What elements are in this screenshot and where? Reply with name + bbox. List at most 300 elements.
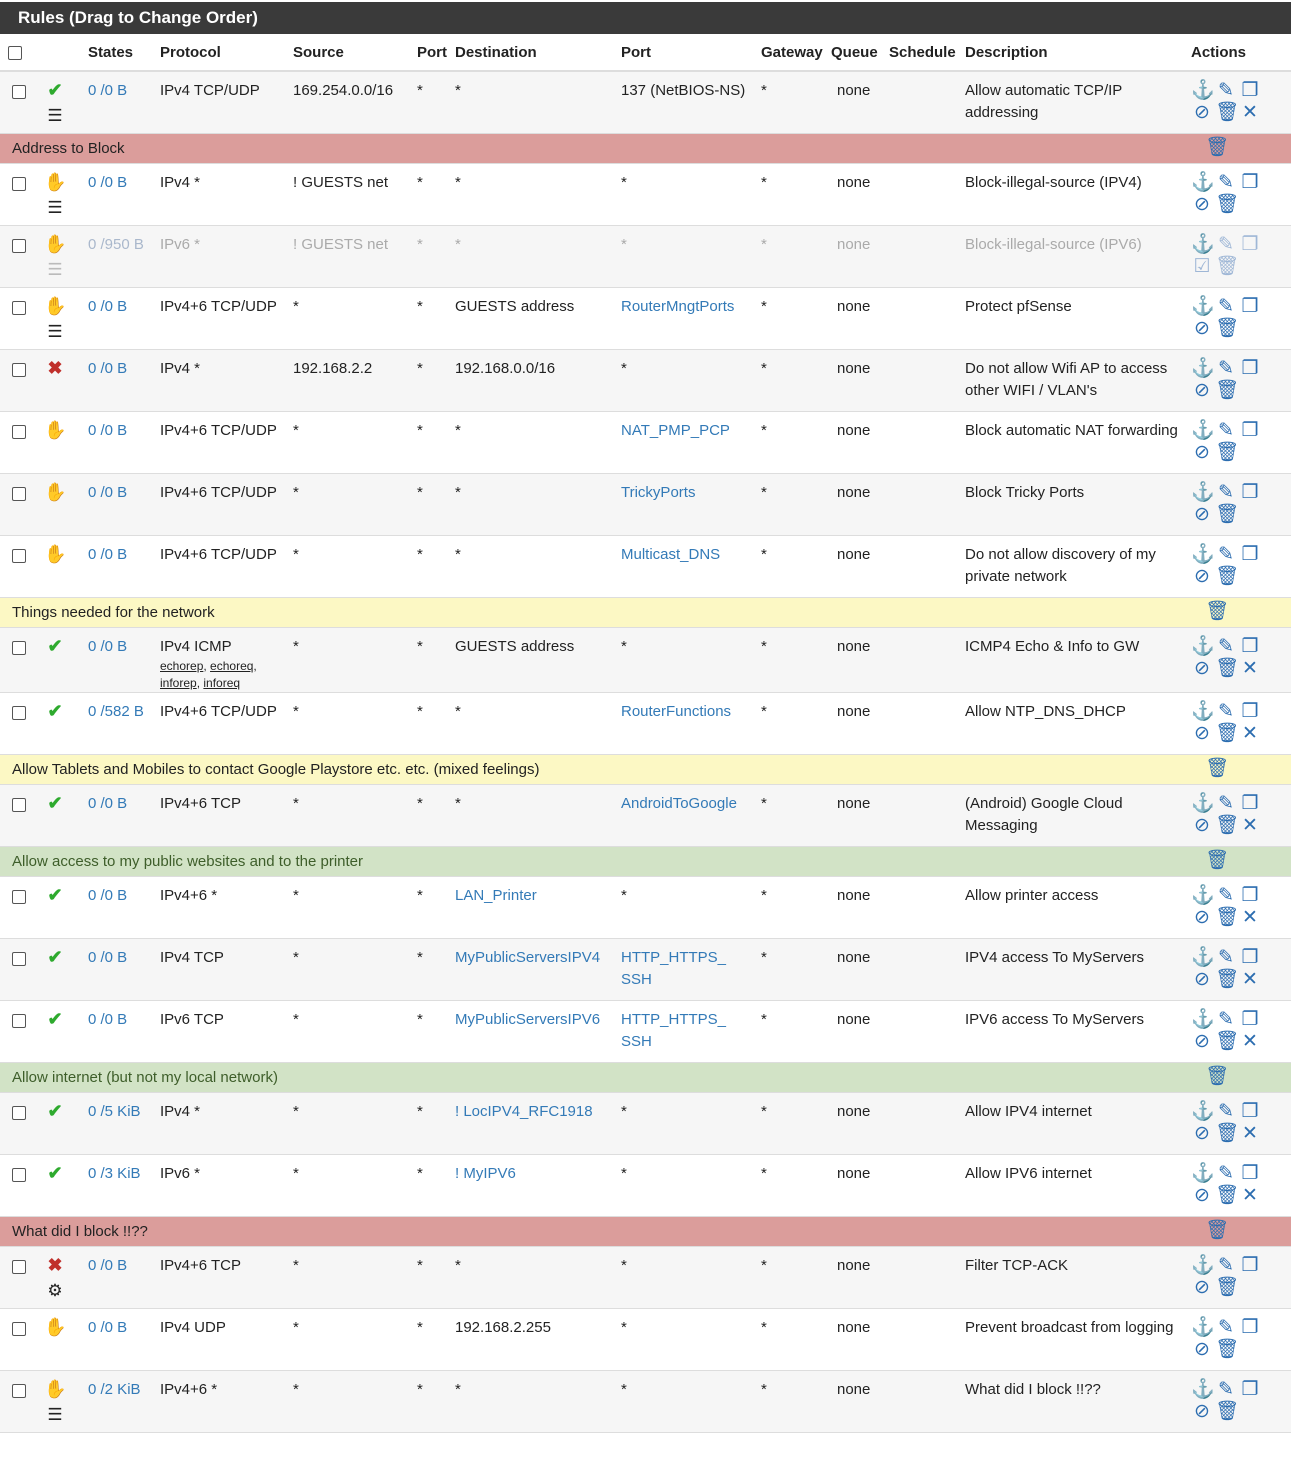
dport-link[interactable]: HTTP_HTTPS_ SSH xyxy=(621,1011,727,1050)
row-checkbox[interactable] xyxy=(12,425,26,439)
copy-icon[interactable]: ❐ xyxy=(1241,234,1261,255)
table-row[interactable] xyxy=(0,693,1291,755)
ban-icon[interactable]: ⊘ xyxy=(1194,1031,1212,1052)
trash-icon[interactable]: 🗑 xyxy=(1215,380,1242,401)
source-value: 192.168.2.2 xyxy=(293,360,373,377)
rules-body xyxy=(0,71,1291,1433)
gateway-value: * xyxy=(761,1381,767,1398)
source-value: ! GUESTS net xyxy=(293,174,389,191)
copy-icon[interactable]: ❐ xyxy=(1241,172,1261,193)
table-row[interactable] xyxy=(0,1371,1291,1433)
description-value: ICMP4 Echo & Info to GW xyxy=(965,638,1140,655)
table-row[interactable] xyxy=(0,350,1291,412)
source-port-value: * xyxy=(417,1103,423,1120)
row-checkbox[interactable] xyxy=(12,1168,26,1182)
gateway-value: * xyxy=(761,484,767,501)
copy-icon[interactable]: ❐ xyxy=(1241,1163,1261,1184)
ban-icon[interactable]: ⊘ xyxy=(1194,442,1212,463)
reject-hand-icon[interactable]: ✋ xyxy=(44,482,67,502)
states-link[interactable]: 0 /2 KiB xyxy=(88,1381,141,1398)
row-checkbox[interactable] xyxy=(12,641,26,655)
table-row[interactable] xyxy=(0,71,1291,134)
dest-link[interactable]: MyPublicServersIPV4 xyxy=(455,949,601,966)
copy-icon[interactable]: ❐ xyxy=(1241,420,1261,441)
anchor-icon[interactable]: ⚓ xyxy=(1191,885,1217,906)
reject-hand-icon[interactable]: ✋ xyxy=(44,1379,67,1399)
times-icon[interactable]: ✕ xyxy=(1242,907,1260,928)
col-schedule[interactable]: Schedule xyxy=(885,34,961,71)
row-actions xyxy=(1191,885,1287,929)
dest-value: * xyxy=(455,236,461,253)
col-destination[interactable]: Destination xyxy=(451,34,617,71)
protocol-value: IPv4+6 TCP/UDP xyxy=(160,422,277,439)
ban-icon[interactable]: ⊘ xyxy=(1194,1277,1212,1298)
queue-value: none xyxy=(837,1257,871,1274)
anchor-icon[interactable]: ⚓ xyxy=(1191,1101,1217,1122)
ban-icon[interactable]: ⊘ xyxy=(1194,1185,1212,1206)
pass-check-icon[interactable]: ✔ xyxy=(47,793,63,813)
table-row[interactable] xyxy=(0,226,1291,288)
anchor-icon[interactable]: ⚓ xyxy=(1191,1317,1217,1338)
anchor-icon[interactable]: ⚓ xyxy=(1191,234,1217,255)
gateway-value: * xyxy=(761,949,767,966)
copy-icon[interactable]: ❐ xyxy=(1241,1009,1261,1030)
col-dest-port[interactable]: Port xyxy=(617,34,757,71)
states-link[interactable]: 0 /0 B xyxy=(88,422,128,439)
ban-icon[interactable]: ⊘ xyxy=(1194,194,1212,215)
times-icon[interactable]: ✕ xyxy=(1242,102,1260,123)
dest-link[interactable]: ! MyIPV6 xyxy=(455,1165,516,1182)
trash-icon[interactable]: 🗑 xyxy=(1205,1066,1232,1087)
protocol-value: IPv6 TCP xyxy=(160,1011,224,1028)
source-value: ! GUESTS net xyxy=(293,236,389,253)
list-icon[interactable]: ☰ xyxy=(47,1405,63,1424)
states-link[interactable]: 0 /0 B xyxy=(88,360,128,377)
pencil-icon[interactable]: ✎ xyxy=(1218,296,1236,317)
table-row[interactable] xyxy=(0,785,1291,847)
times-icon[interactable]: ✕ xyxy=(1242,723,1260,744)
trash-icon[interactable]: 🗑 xyxy=(1215,1031,1242,1052)
gateway-value: * xyxy=(761,638,767,655)
row-checkbox[interactable] xyxy=(12,798,26,812)
source-value: * xyxy=(293,1011,299,1028)
row-actions xyxy=(1191,296,1287,340)
ban-icon[interactable]: ⊘ xyxy=(1194,566,1212,587)
gateway-value: * xyxy=(761,1319,767,1336)
dport-value: * xyxy=(621,887,627,904)
copy-icon[interactable]: ❐ xyxy=(1241,296,1261,317)
pencil-icon[interactable]: ✎ xyxy=(1218,885,1236,906)
pass-check-icon[interactable]: ✔ xyxy=(47,947,63,967)
dest-link[interactable]: LAN_Printer xyxy=(455,887,537,904)
icmp-type-link[interactable]: echorep xyxy=(160,659,204,673)
queue-value: none xyxy=(837,82,871,99)
gateway-value: * xyxy=(761,887,767,904)
states-link[interactable]: 0 /0 B xyxy=(88,298,128,315)
pencil-icon[interactable]: ✎ xyxy=(1218,1101,1236,1122)
block-x-icon[interactable]: ✖ xyxy=(47,1255,63,1275)
dest-value: * xyxy=(455,703,461,720)
anchor-icon[interactable]: ⚓ xyxy=(1191,1163,1217,1184)
anchor-icon[interactable]: ⚓ xyxy=(1191,1009,1217,1030)
anchor-icon[interactable]: ⚓ xyxy=(1191,636,1217,657)
icmp-types: echorep, echoreq, inforep, inforeq xyxy=(160,659,257,690)
dest-value: * xyxy=(455,1381,461,1398)
trash-icon[interactable]: 🗑 xyxy=(1215,1401,1242,1422)
trash-icon[interactable]: 🗑 xyxy=(1215,102,1242,123)
ban-icon[interactable]: ⊘ xyxy=(1194,1339,1212,1360)
separator-row[interactable] xyxy=(0,1217,1291,1247)
states-link[interactable]: 0 /3 KiB xyxy=(88,1165,141,1182)
pass-check-icon[interactable]: ✔ xyxy=(47,1163,63,1183)
list-icon[interactable]: ☰ xyxy=(47,260,63,279)
row-checkbox[interactable] xyxy=(12,549,26,563)
protocol-value: IPv4+6 * xyxy=(160,887,218,904)
col-description[interactable]: Description xyxy=(961,34,1187,71)
pencil-icon[interactable]: ✎ xyxy=(1218,701,1236,722)
trash-icon[interactable]: 🗑 xyxy=(1215,1185,1242,1206)
queue-value: none xyxy=(837,949,871,966)
times-icon[interactable]: ✕ xyxy=(1242,1123,1260,1144)
queue-value: none xyxy=(837,1381,871,1398)
ban-icon[interactable]: ⊘ xyxy=(1194,318,1212,339)
protocol-value: IPv4+6 TCP xyxy=(160,795,242,812)
times-icon[interactable]: ✕ xyxy=(1242,658,1260,679)
reject-hand-icon[interactable]: ✋ xyxy=(44,296,67,316)
pencil-icon[interactable]: ✎ xyxy=(1218,80,1236,101)
source-port-value: * xyxy=(417,1319,423,1336)
source-port-value: * xyxy=(417,422,423,439)
pencil-icon[interactable]: ✎ xyxy=(1218,793,1236,814)
states-link[interactable]: 0 /5 KiB xyxy=(88,1103,141,1120)
row-checkbox[interactable] xyxy=(12,706,26,720)
pass-check-icon[interactable]: ✔ xyxy=(47,1101,63,1121)
pencil-icon[interactable]: ✎ xyxy=(1218,358,1236,379)
ban-icon[interactable]: ⊘ xyxy=(1194,380,1212,401)
anchor-icon[interactable]: ⚓ xyxy=(1191,80,1217,101)
reject-hand-icon[interactable]: ✋ xyxy=(44,1317,67,1337)
description-value: Block automatic NAT forwarding xyxy=(965,422,1178,439)
trash-icon[interactable]: 🗑 xyxy=(1215,504,1242,525)
queue-value: none xyxy=(837,1011,871,1028)
states-link[interactable]: 0 /582 B xyxy=(88,703,144,720)
queue-value: none xyxy=(837,1165,871,1182)
pencil-icon[interactable]: ✎ xyxy=(1218,636,1236,657)
anchor-icon[interactable]: ⚓ xyxy=(1191,420,1217,441)
anchor-icon[interactable]: ⚓ xyxy=(1191,793,1217,814)
reject-hand-icon[interactable]: ✋ xyxy=(44,234,67,254)
anchor-icon[interactable]: ⚓ xyxy=(1191,1255,1217,1276)
pass-check-icon[interactable]: ✔ xyxy=(47,636,63,656)
pass-check-icon[interactable]: ✔ xyxy=(47,1009,63,1029)
dest-value: * xyxy=(455,546,461,563)
copy-icon[interactable]: ❐ xyxy=(1241,1379,1261,1400)
gateway-value: * xyxy=(761,703,767,720)
table-row[interactable] xyxy=(0,1001,1291,1063)
table-row[interactable] xyxy=(0,412,1291,474)
anchor-icon[interactable]: ⚓ xyxy=(1191,172,1217,193)
protocol-value: IPv4 TCP/UDP xyxy=(160,82,260,99)
queue-value: none xyxy=(837,484,871,501)
description-value: IPV6 access To MyServers xyxy=(965,1011,1144,1028)
source-port-value: * xyxy=(417,795,423,812)
states-link[interactable]: 0 /0 B xyxy=(88,82,128,99)
protocol-value: IPv6 * xyxy=(160,236,201,253)
source-value: * xyxy=(293,1381,299,1398)
copy-icon[interactable]: ❐ xyxy=(1241,482,1261,503)
states-link[interactable]: 0 /0 B xyxy=(88,795,128,812)
states-link[interactable]: 0 /0 B xyxy=(88,1011,128,1028)
anchor-icon[interactable]: ⚓ xyxy=(1191,296,1217,317)
table-row[interactable] xyxy=(0,536,1291,598)
source-port-value: * xyxy=(417,360,423,377)
icmp-type-link[interactable]: inforeq xyxy=(203,676,241,690)
pencil-icon[interactable]: ✎ xyxy=(1218,1255,1236,1276)
list-icon[interactable]: ☰ xyxy=(47,198,63,217)
icmp-type-link[interactable]: echoreq xyxy=(210,659,254,673)
col-gateway[interactable]: Gateway xyxy=(757,34,827,71)
anchor-icon[interactable]: ⚓ xyxy=(1191,358,1217,379)
row-checkbox[interactable] xyxy=(12,952,26,966)
states-link[interactable]: 0 /0 B xyxy=(88,174,128,191)
select-all-checkbox[interactable] xyxy=(8,46,22,60)
copy-icon[interactable]: ❐ xyxy=(1241,793,1261,814)
trash-icon[interactable]: 🗑 xyxy=(1215,907,1242,928)
dport-link[interactable]: NAT_PMP_PCP xyxy=(621,422,730,439)
col-source-port[interactable]: Port xyxy=(413,34,451,71)
anchor-icon[interactable]: ⚓ xyxy=(1191,701,1217,722)
copy-icon[interactable]: ❐ xyxy=(1241,1317,1261,1338)
row-checkbox[interactable] xyxy=(12,1260,26,1274)
reject-hand-icon[interactable]: ✋ xyxy=(44,544,67,564)
description-value: Do not allow discovery of my private network xyxy=(965,546,1156,585)
anchor-icon[interactable]: ⚓ xyxy=(1191,482,1217,503)
copy-icon[interactable]: ❐ xyxy=(1241,947,1261,968)
reject-hand-icon[interactable]: ✋ xyxy=(44,420,67,440)
pencil-icon[interactable]: ✎ xyxy=(1218,234,1236,255)
trash-icon[interactable]: 🗑 xyxy=(1205,758,1232,779)
anchor-icon[interactable]: ⚓ xyxy=(1191,1379,1217,1400)
times-icon[interactable]: ✕ xyxy=(1242,1185,1260,1206)
anchor-icon[interactable]: ⚓ xyxy=(1191,947,1217,968)
row-checkbox[interactable] xyxy=(12,1384,26,1398)
col-source[interactable]: Source xyxy=(289,34,413,71)
source-value: * xyxy=(293,422,299,439)
trash-icon[interactable]: 🗑 xyxy=(1215,442,1242,463)
dport-link[interactable]: AndroidToGoogle xyxy=(621,795,737,812)
dest-link[interactable]: ! LocIPV4_RFC1918 xyxy=(455,1103,593,1120)
copy-icon[interactable]: ❐ xyxy=(1241,636,1261,657)
trash-icon[interactable]: 🗑 xyxy=(1215,723,1242,744)
states-link[interactable]: 0 /950 B xyxy=(88,236,144,253)
row-checkbox[interactable] xyxy=(12,85,26,99)
states-link[interactable]: 0 /0 B xyxy=(88,484,128,501)
col-protocol[interactable]: Protocol xyxy=(156,34,289,71)
queue-value: none xyxy=(837,174,871,191)
ban-icon[interactable]: ⊘ xyxy=(1194,504,1212,525)
pass-check-icon[interactable]: ✔ xyxy=(47,885,63,905)
trash-icon[interactable]: 🗑 xyxy=(1215,815,1242,836)
table-row[interactable] xyxy=(0,164,1291,226)
trash-icon[interactable]: 🗑 xyxy=(1205,1220,1232,1241)
ban-icon[interactable]: ⊘ xyxy=(1194,658,1212,679)
rules-table xyxy=(0,34,1291,1433)
pencil-icon[interactable]: ✎ xyxy=(1218,1009,1236,1030)
separator-label: Allow Tablets and Mobiles to contact Google Playstore etc. etc. (mixed feelings) xyxy=(0,755,1187,785)
pencil-icon[interactable]: ✎ xyxy=(1218,482,1236,503)
dport-value: * xyxy=(621,174,627,191)
states-link[interactable]: 0 /0 B xyxy=(88,638,128,655)
row-actions xyxy=(1191,358,1287,402)
protocol-value: IPv4 * xyxy=(160,174,201,191)
list-icon[interactable]: ☰ xyxy=(47,322,63,341)
trash-icon[interactable]: 🗑 xyxy=(1215,256,1242,277)
table-row[interactable] xyxy=(0,1309,1291,1371)
reject-hand-icon[interactable]: ✋ xyxy=(44,172,67,192)
states-link[interactable]: 0 /0 B xyxy=(88,887,128,904)
pencil-icon[interactable]: ✎ xyxy=(1218,1163,1236,1184)
row-checkbox[interactable] xyxy=(12,487,26,501)
dest-value: * xyxy=(455,422,461,439)
source-port-value: * xyxy=(417,1011,423,1028)
pencil-icon[interactable]: ✎ xyxy=(1218,947,1236,968)
trash-icon[interactable]: 🗑 xyxy=(1215,1339,1242,1360)
source-value: * xyxy=(293,298,299,315)
states-link[interactable]: 0 /0 B xyxy=(88,949,128,966)
row-checkbox[interactable] xyxy=(12,301,26,315)
source-value: * xyxy=(293,638,299,655)
description-value: Allow IPV4 internet xyxy=(965,1103,1092,1120)
list-icon[interactable]: ☰ xyxy=(47,106,63,125)
row-actions xyxy=(1191,420,1287,464)
times-icon[interactable]: ✕ xyxy=(1242,815,1260,836)
separator-row[interactable] xyxy=(0,755,1291,785)
copy-icon[interactable]: ❐ xyxy=(1241,544,1261,565)
states-link[interactable]: 0 /0 B xyxy=(88,1257,128,1274)
dport-link[interactable]: RouterFunctions xyxy=(621,703,732,720)
states-link[interactable]: 0 /0 B xyxy=(88,546,128,563)
pencil-icon[interactable]: ✎ xyxy=(1218,1379,1236,1400)
table-row[interactable] xyxy=(0,474,1291,536)
separator-row[interactable] xyxy=(0,598,1291,628)
row-actions xyxy=(1191,544,1287,588)
ban-icon[interactable]: ⊘ xyxy=(1194,102,1212,123)
copy-icon[interactable]: ❐ xyxy=(1241,701,1261,722)
row-checkbox[interactable] xyxy=(12,890,26,904)
dport-value: * xyxy=(621,1165,627,1182)
ban-icon[interactable]: ⊘ xyxy=(1194,969,1212,990)
trash-icon[interactable]: 🗑 xyxy=(1205,137,1232,158)
dport-link[interactable]: TrickyPorts xyxy=(621,484,696,501)
col-states[interactable]: States xyxy=(84,34,156,71)
copy-icon[interactable]: ❐ xyxy=(1241,80,1261,101)
row-checkbox[interactable] xyxy=(12,363,26,377)
row-checkbox[interactable] xyxy=(12,1106,26,1120)
row-checkbox[interactable] xyxy=(12,1014,26,1028)
copy-icon[interactable]: ❐ xyxy=(1241,885,1261,906)
table-row[interactable] xyxy=(0,939,1291,1001)
row-actions xyxy=(1191,636,1287,680)
row-checkbox[interactable] xyxy=(12,239,26,253)
ban-icon[interactable]: ⊘ xyxy=(1194,907,1212,928)
trash-icon[interactable]: 🗑 xyxy=(1205,601,1232,622)
pencil-icon[interactable]: ✎ xyxy=(1218,172,1236,193)
table-row[interactable] xyxy=(0,628,1291,693)
anchor-icon[interactable]: ⚓ xyxy=(1191,544,1217,565)
block-x-icon[interactable]: ✖ xyxy=(47,358,63,378)
ban-icon[interactable]: ⊘ xyxy=(1194,1401,1212,1422)
row-actions xyxy=(1191,1101,1287,1145)
ban-icon[interactable]: ⊘ xyxy=(1194,723,1212,744)
pass-check-icon[interactable]: ✔ xyxy=(47,80,63,100)
table-row[interactable] xyxy=(0,288,1291,350)
gear-icon[interactable]: ⚙ xyxy=(47,1281,63,1300)
copy-icon[interactable]: ❐ xyxy=(1241,1255,1261,1276)
row-checkbox[interactable] xyxy=(12,177,26,191)
separator-row[interactable] xyxy=(0,1063,1291,1093)
times-icon[interactable]: ✕ xyxy=(1242,969,1260,990)
source-port-value: * xyxy=(417,298,423,315)
dest-link[interactable]: MyPublicServersIPV6 xyxy=(455,1011,601,1028)
trash-icon[interactable]: 🗑 xyxy=(1215,194,1242,215)
separator-row[interactable] xyxy=(0,847,1291,877)
copy-icon[interactable]: ❐ xyxy=(1241,1101,1261,1122)
separator-row[interactable] xyxy=(0,134,1291,164)
trash-icon[interactable]: 🗑 xyxy=(1215,1123,1242,1144)
queue-value: none xyxy=(837,1319,871,1336)
row-actions xyxy=(1191,947,1287,991)
pass-check-icon[interactable]: ✔ xyxy=(47,701,63,721)
dport-link[interactable]: RouterMngtPorts xyxy=(621,298,735,315)
row-actions xyxy=(1191,172,1287,216)
trash-icon[interactable]: 🗑 xyxy=(1215,969,1242,990)
ban-icon[interactable]: ⊘ xyxy=(1194,1123,1212,1144)
row-actions xyxy=(1191,234,1287,278)
check-square-icon[interactable]: ☑ xyxy=(1193,256,1213,277)
description-value: Block-illegal-source (IPV6) xyxy=(965,236,1142,253)
gateway-value: * xyxy=(761,236,767,253)
table-row[interactable] xyxy=(0,877,1291,939)
table-row[interactable] xyxy=(0,1247,1291,1309)
table-row[interactable] xyxy=(0,1093,1291,1155)
trash-icon[interactable]: 🗑 xyxy=(1215,1277,1242,1298)
source-value: * xyxy=(293,1165,299,1182)
trash-icon[interactable]: 🗑 xyxy=(1215,566,1242,587)
table-row[interactable] xyxy=(0,1155,1291,1217)
dport-link[interactable]: Multicast_DNS xyxy=(621,546,721,563)
dest-value: * xyxy=(455,1257,461,1274)
pencil-icon[interactable]: ✎ xyxy=(1218,1317,1236,1338)
ban-icon[interactable]: ⊘ xyxy=(1194,815,1212,836)
row-checkbox[interactable] xyxy=(12,1322,26,1336)
copy-icon[interactable]: ❐ xyxy=(1241,358,1261,379)
dport-link[interactable]: HTTP_HTTPS_ SSH xyxy=(621,949,727,988)
trash-icon[interactable]: 🗑 xyxy=(1215,318,1242,339)
queue-value: none xyxy=(837,360,871,377)
pencil-icon[interactable]: ✎ xyxy=(1218,420,1236,441)
source-value: * xyxy=(293,484,299,501)
separator-label: Allow access to my public websites and to the printer xyxy=(0,847,1187,877)
trash-icon[interactable]: 🗑 xyxy=(1205,850,1232,871)
icmp-type-link[interactable]: inforep xyxy=(160,676,197,690)
source-port-value: * xyxy=(417,236,423,253)
trash-icon[interactable]: 🗑 xyxy=(1215,658,1242,679)
states-link[interactable]: 0 /0 B xyxy=(88,1319,128,1336)
pencil-icon[interactable]: ✎ xyxy=(1218,544,1236,565)
col-queue[interactable]: Queue xyxy=(827,34,885,71)
times-icon[interactable]: ✕ xyxy=(1242,1031,1260,1052)
description-value: Allow printer access xyxy=(965,887,1099,904)
